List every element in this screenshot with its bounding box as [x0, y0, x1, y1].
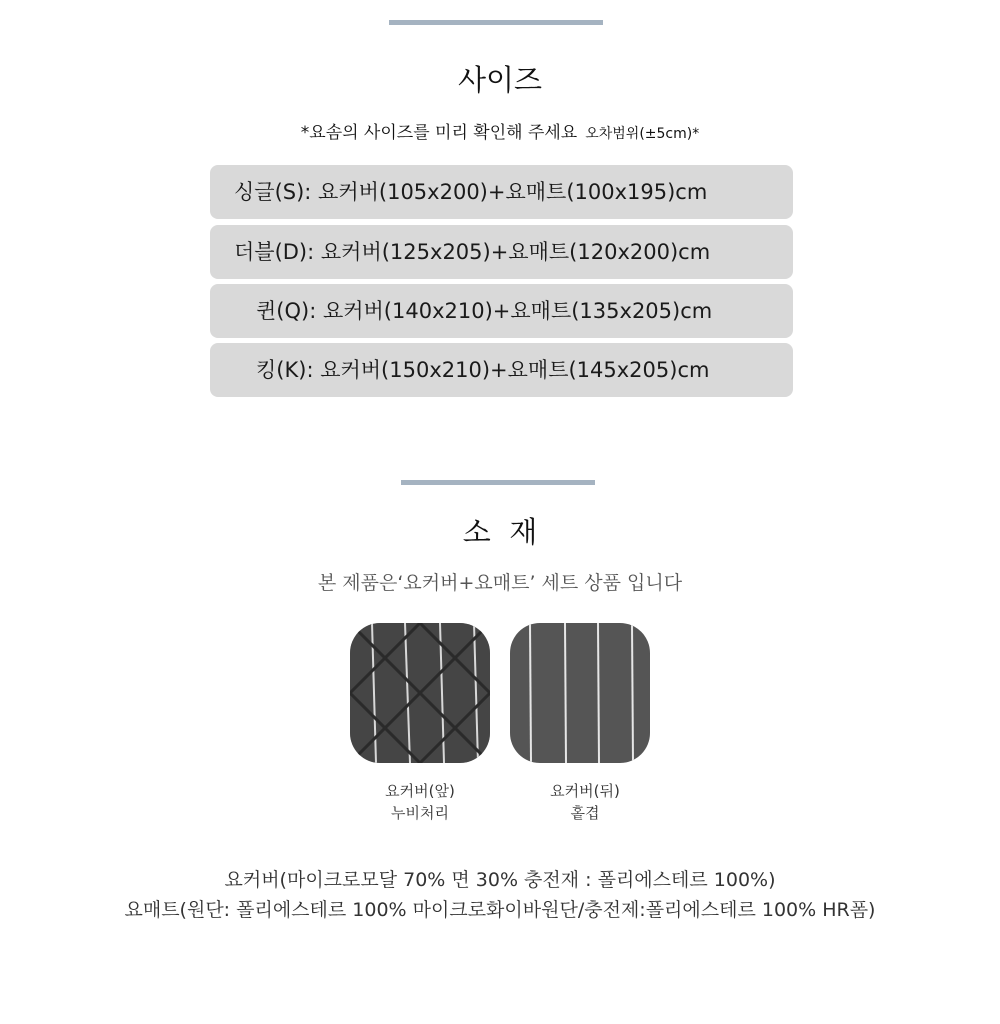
fabric-back-caption: [505, 780, 665, 824]
size-tolerance: 오차범위(±5cm)*: [585, 126, 700, 142]
material-divider: [401, 480, 595, 485]
fabric-front-swatch: [350, 623, 490, 763]
fabric-back-name: 요커버(뒤): [550, 782, 620, 800]
size-divider: [389, 20, 603, 25]
size-title: 사이즈: [457, 63, 543, 97]
quilted-fabric-image: [350, 623, 490, 763]
fabric-front-name: 요커버(앞): [385, 782, 455, 800]
material-title: 소 재: [462, 515, 538, 549]
size-row-double-text: 더블(D): 요커버(125x205)+요매트(120x200)cm: [234, 240, 711, 264]
fabric-back-swatch: [510, 623, 650, 763]
material-intro: 본 제품은‘요커버+요매트’ 세트 상품 입니다: [317, 572, 683, 594]
fabric-back-detail: 홑겹: [570, 804, 600, 822]
fabric-front-caption: [340, 780, 500, 824]
size-row-king: [210, 343, 793, 397]
size-row-single: [210, 165, 793, 219]
fabric-front-detail: 누비처리: [391, 804, 449, 822]
material-cover-composition: 요커버(마이크로모달 70% 면 30% 충전재 : 폴리에스테르 100%): [224, 869, 776, 891]
material-mat-composition: 요매트(원단: 폴리에스테르 100% 마이크로화이바원단/충전제:폴리에스테르 100% HR폼): [124, 899, 876, 921]
size-row-queen-text: 퀸(Q): 요커버(140x210)+요매트(135x205)cm: [256, 299, 713, 323]
size-note: [0, 118, 1000, 143]
size-row-double: [210, 225, 793, 279]
size-note-text: *요솜의 사이즈를 미리 확인해 주세요: [300, 123, 578, 143]
size-row-king-text: 킹(K): 요커버(150x210)+요매트(145x205)cm: [256, 358, 710, 382]
striped-fabric-image: [510, 623, 650, 763]
size-row-single-text: 싱글(S): 요커버(105x200)+요매트(100x195)cm: [234, 180, 708, 204]
size-row-queen: [210, 284, 793, 338]
